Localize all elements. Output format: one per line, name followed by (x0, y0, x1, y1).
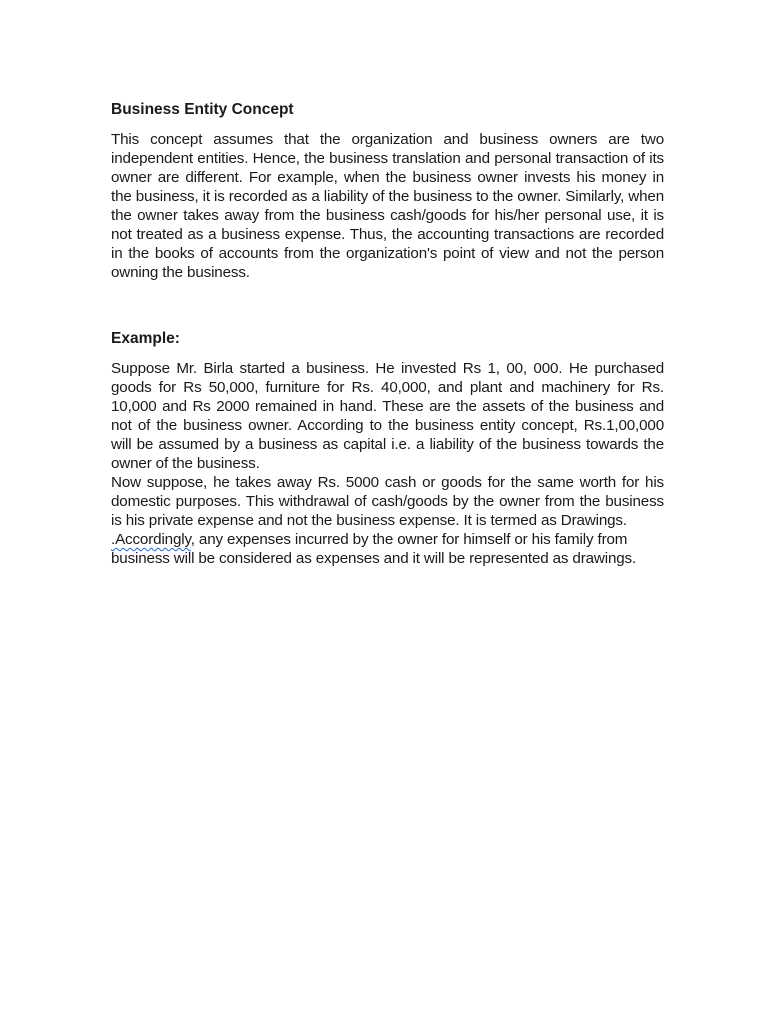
example-paragraph-3-text: , any expenses incurred by the owner for himself or his family from business will be considered as expenses and it will be represented as drawings. (111, 531, 637, 567)
example-heading: Example: (111, 330, 180, 347)
spacer (111, 282, 664, 329)
spellcheck-word: .Accordingly (111, 531, 191, 548)
example-paragraph-2: Now suppose, he takes away Rs. 5000 cash or goods for the same worth for his domestic purposes. This withdrawal of cash/goods by the owner from the business is his private expense and not the business expense. It is termed as Drawings. (111, 474, 664, 529)
intro-paragraph: This concept assumes that the organization and business owners are two independent entities. Hence, the business translation and personal transaction of its owner are different. For example, when the business owner invests his money in the business, it is recorded as a liability of the business to the owner. Similarly, when the owner takes away from the business cash/goods for his/her personal use, it is not treated as a business expense. Thus, the accounting transactions are recorded in the books of accounts from the organization's point of view and not the person owning the business. (111, 131, 664, 281)
section-title: Business Entity Concept (111, 101, 294, 118)
document-page (111, 100, 664, 568)
example-paragraph-1: Suppose Mr. Birla started a business. He invested Rs 1, 00, 000. He purchased goods for Rs 50,000, furniture for Rs. 40,000, and plant and machinery for Rs. 10,000 and Rs 2000 remained in hand. These are the assets of the business and not of the business owner. According to the business entity concept, Rs.1,00,000 will be assumed by a business as capital i.e. a liability of the business towards the owner of the business. (111, 360, 664, 472)
example-paragraph-3 (111, 530, 664, 568)
